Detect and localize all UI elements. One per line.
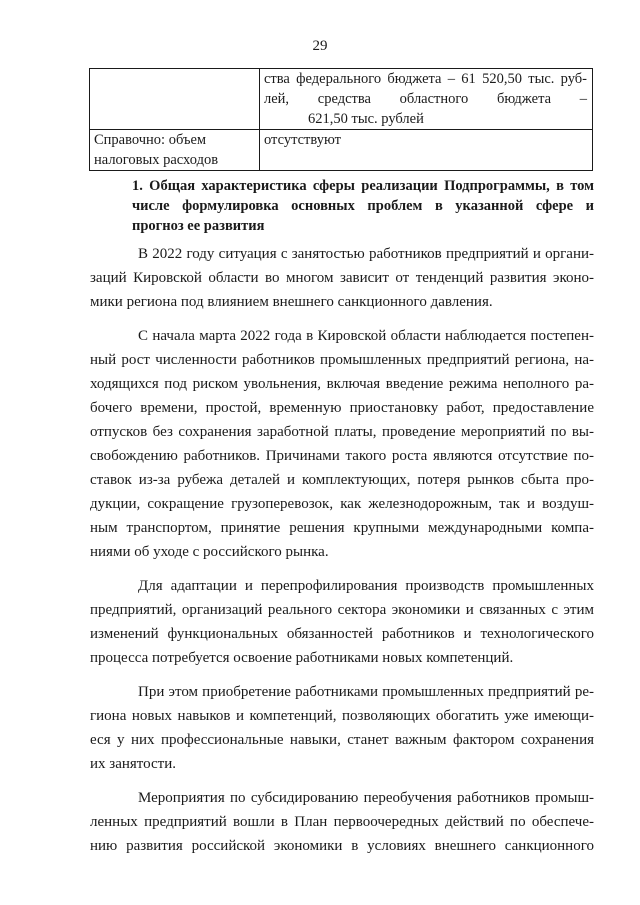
paragraph-line: предприятий, организаций реального сектора экономики и связанных с этим: [90, 602, 594, 618]
table-cell-line: ства федерального бюджета – 61 520,50 тыс. руб-: [264, 71, 587, 87]
paragraph-line: свобождению работников. Причинами такого роста являются отсутствие по-: [90, 448, 594, 464]
paragraph-line: еся у них профессиональные навыки, станет важным фактором сохранения: [90, 732, 594, 748]
paragraph-line: ленных предприятий вошли в План первоочередных действий по обеспече-: [90, 814, 594, 830]
paragraph-line: мики региона под влиянием внешнего санкционного давления.: [90, 294, 493, 310]
paragraph: [90, 680, 594, 776]
paragraph-line: гиона новых навыков и компетенций, позволяющих обогатить уже имеющи-: [90, 708, 594, 724]
passport-table: [89, 68, 593, 171]
table-row: [90, 130, 593, 171]
body-text: [90, 242, 594, 868]
table-cell-line: налоговых расходов: [94, 152, 219, 168]
page-number: 29: [312, 38, 328, 54]
paragraph-line: ным транспортом, принятие решения крупными международными компа-: [90, 520, 594, 536]
paragraph-line: С начала марта 2022 года в Кировской области наблюдается постепен-: [138, 328, 594, 344]
paragraph: [90, 574, 594, 670]
table-cell-line: лей, средства областного бюджета –: [264, 91, 587, 107]
paragraph-line: нию развития российской экономики в условиях внешнего санкционного: [90, 838, 594, 854]
table-cell-value: [260, 69, 593, 130]
paragraph-line: процесса потребуется освоение работниками новых компетенций.: [90, 650, 514, 666]
table-cell-line: Справочно: объем: [94, 132, 207, 148]
table-cell-line: 621,50 тыс. рублей: [308, 111, 424, 127]
paragraph-line: ниями об уходе с российского рынка.: [90, 544, 329, 560]
paragraph-line: их занятости.: [90, 756, 177, 772]
paragraph-line: дукции, сокращение грузоперевозок, как железнодорожным, так и воздуш-: [90, 496, 594, 512]
paragraph-line: При этом приобретение работниками промышленных предприятий ре-: [138, 684, 594, 700]
heading-line: числе формулировка основных проблем в указанной сфере и: [132, 198, 594, 214]
paragraph-line: отпусков без сохранения заработной платы, проведение мероприятий по вы-: [90, 424, 594, 440]
paragraph-line: изменений функциональных обязанностей работников и технологического: [90, 626, 594, 642]
paragraph-line: бочего времени, простой, временную приостановку работ, предоставление: [90, 400, 594, 416]
paragraph-line: ный рост численности работников промышленных предприятий региона, на-: [90, 352, 594, 368]
heading-line: прогноз ее развития: [132, 218, 265, 234]
table-row: [90, 69, 593, 130]
table-cell-label: [90, 69, 260, 130]
table-cell-value: отсутствуют: [260, 130, 593, 171]
paragraph-line: ходящихся под риском увольнения, включая введение режима неполного ра-: [90, 376, 594, 392]
section-heading: [132, 176, 594, 236]
paragraph: [90, 324, 594, 564]
paragraph-line: В 2022 году ситуация с занятостью работников предприятий и органи-: [138, 246, 594, 262]
paragraph-line: Мероприятия по субсидированию переобучения работников промыш-: [138, 790, 594, 806]
heading-line: 1. Общая характеристика сферы реализации Подпрограммы, в том: [132, 178, 594, 194]
paragraph-line: ставок из-за рубежа деталей и комплектующих, потеря рынков сбыта про-: [90, 472, 594, 488]
paragraph-line: Для адаптации и перепрофилирования производств промышленных: [138, 578, 594, 594]
paragraph: [90, 242, 594, 314]
paragraph-line: заций Кировской области во многом зависит от тенденций развития эконо-: [90, 270, 594, 286]
paragraph: [90, 786, 594, 858]
table-cell-label: [90, 130, 260, 171]
